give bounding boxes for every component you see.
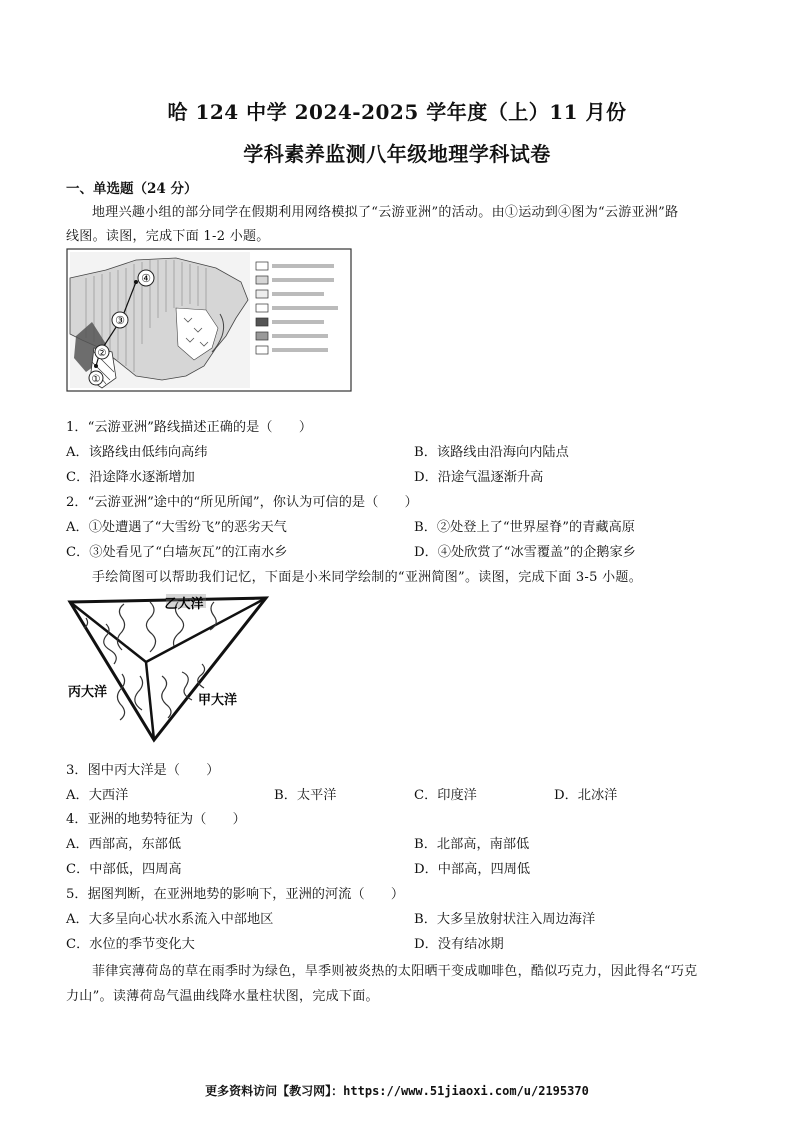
q4-option-c[interactable]: C．中部低，四周高 bbox=[66, 862, 182, 877]
intro2: 手绘简图可以帮助我们记忆，下面是小米同学绘制的“亚洲简图”。读图，完成下面 3-5 小题。 bbox=[92, 570, 642, 585]
q1-option-a[interactable]: A．该路线由低纬向高纬 bbox=[66, 445, 208, 460]
route-point-3: ③ bbox=[115, 314, 125, 327]
q5-option-d[interactable]: D．没有结冰期 bbox=[414, 937, 504, 952]
q3-option-c[interactable]: C．印度洋 bbox=[414, 788, 477, 803]
q2-option-a[interactable]: A．①处遭遇了“大雪纷飞”的恶劣天气 bbox=[66, 520, 287, 535]
route-point-2: ② bbox=[97, 348, 107, 359]
q1-option-c[interactable]: C．沿途降水逐渐增加 bbox=[66, 470, 195, 485]
q3-stem: 3．图中丙大洋是（ ） bbox=[66, 763, 220, 778]
exam-title-line2: 学科素养监测八年级地理学科试卷 bbox=[243, 142, 551, 166]
asia-sketch-map bbox=[66, 594, 272, 744]
q4-stem: 4．亚洲的地势特征为（ ） bbox=[66, 812, 246, 827]
intro3-line2: 力山”。读薄荷岛气温曲线降水量柱状图，完成下面。 bbox=[66, 989, 379, 1004]
q4-option-b[interactable]: B．北部高，南部低 bbox=[414, 837, 530, 852]
footer-link[interactable]: 更多资料访问【教习网】：https://www.51jiaoxi.com/u/2195370 bbox=[205, 1084, 589, 1098]
q4-option-a[interactable]: A．西部高，东部低 bbox=[66, 837, 182, 852]
q5-option-a[interactable]: A．大多呈向心状水系流入中部地区 bbox=[66, 912, 274, 927]
asia-route-map bbox=[66, 248, 352, 392]
q5-option-b[interactable]: B．大多呈放射状注入周边海洋 bbox=[414, 912, 596, 927]
intro1-line2: 线图。读图，完成下面 1-2 小题。 bbox=[66, 229, 270, 244]
q4-option-d[interactable]: D．中部高，四周低 bbox=[414, 862, 531, 877]
q2-stem: 2．“云游亚洲”途中的“所见所闻”，你认为可信的是（ ） bbox=[66, 495, 418, 510]
q2-option-d[interactable]: D．④处欣赏了“冰雪覆盖”的企鹅家乡 bbox=[414, 545, 636, 560]
q3-option-a[interactable]: A．大西洋 bbox=[66, 788, 129, 803]
q1-option-b[interactable]: B．该路线由沿海向内陆点 bbox=[414, 445, 569, 460]
section-heading: 一、单选题（24 分） bbox=[66, 181, 198, 197]
intro3-line1: 菲律宾薄荷岛的草在雨季时为绿色，旱季则被炎热的太阳晒干变成咖啡色，酷似巧克力，因此得名“巧克 bbox=[92, 964, 698, 979]
q2-option-c[interactable]: C．③处看见了“白墙灰瓦”的江南水乡 bbox=[66, 545, 288, 560]
q5-option-c[interactable]: C．水位的季节变化大 bbox=[66, 937, 195, 952]
q3-option-d[interactable]: D．北冰洋 bbox=[554, 788, 618, 803]
q1-stem: 1．“云游亚洲”路线描述正确的是（ ） bbox=[66, 420, 313, 435]
q3-option-b[interactable]: B．太平洋 bbox=[274, 788, 337, 803]
q1-option-d[interactable]: D．沿途气温逐渐升高 bbox=[414, 470, 544, 485]
label-jia-ocean: 甲大洋 bbox=[198, 693, 238, 708]
q5-stem: 5．据图判断，在亚洲地势的影响下，亚洲的河流（ ） bbox=[66, 887, 405, 902]
q2-option-b[interactable]: B．②处登上了“世界屋脊”的青藏高原 bbox=[414, 520, 635, 535]
exam-title-line1: 哈 124 中学 2024-2025 学年度（上）11 月份 bbox=[167, 100, 627, 124]
intro1-line1: 地理兴趣小组的部分同学在假期利用网络模拟了“云游亚洲”的活动。由①运动到④图为“云游亚洲”路 bbox=[92, 205, 679, 220]
route-point-4: ④ bbox=[141, 272, 151, 285]
label-bing-ocean: 丙大洋 bbox=[68, 685, 108, 700]
route-point-1: ① bbox=[91, 374, 101, 385]
label-yi-ocean: 乙大洋 bbox=[164, 597, 204, 612]
